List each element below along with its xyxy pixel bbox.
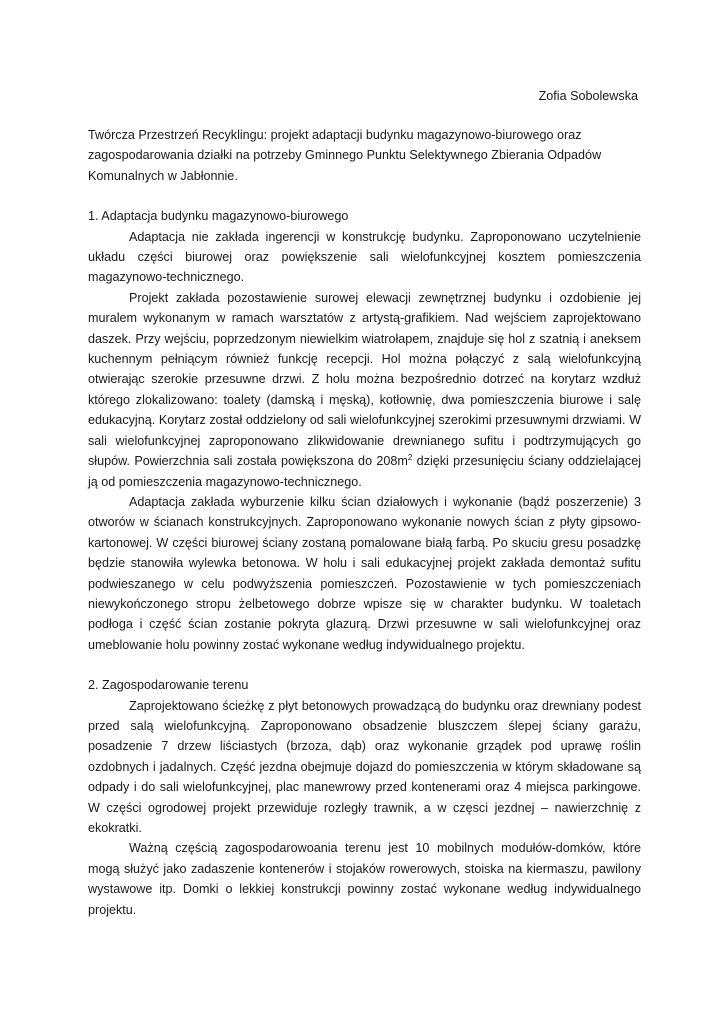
paragraph: [88, 288, 641, 492]
section-site-development: [88, 675, 641, 920]
paragraph: Adaptacja zakłada wyburzenie kilku ścian działowych i wykonanie (bądź poszerzenie) 3 otworów w ścianach konstrukcyjnych. Zaproponowano wykonanie nowych ścian z płyty gipsowo-kartonowej. W części biurowej ściany zostaną pomalowane białą farbą. Po skuciu gresu posadzkę będzie stanowiła wylewka betonowa. W holu i sali edukacyjnej projekt zakłada demontaż sufitu podwieszanego w celu podwyższenia pomieszczeń. Pozostawienie w tych pomieszczeniach niewykończonego stropu żelbetowego dobrze wpisze się w charakter budynku. W toaletach podłoga i część ścian zostanie pokryta glazurą. Drzwi przesuwne w sali wielofunkcyjnej oraz umeblowanie holu powinny zostać wykonane według indywidualnego projektu.: [88, 494, 641, 652]
paragraph: Adaptacja nie zakłada ingerencji w konstrukcję budynku. Zaproponowano uczytelnienie układu części biurowej oraz powiększenie sali wielofunkcyjnej kosztem pomieszczenia magazynowo-technicznego.: [88, 229, 641, 285]
author-name: Zofia Sobolewska: [538, 89, 638, 103]
section-heading: 2. Zagospodarowanie terenu: [88, 678, 249, 693]
paragraph-text: dzięki przesunięciu ściany oddzielającej ją od pomieszczenia magazynowo-technicznego.: [88, 454, 641, 489]
paragraph: Ważną częścią zagospodarowoania terenu jest 10 mobilnych modułów-domków, które mogą służyć jako zadaszenie kontenerów i stojaków rowerowych, stoiska na kiermaszu, pawilony wystawowe itp. Domki o lekkiej konstrukcji powinny zostać wykonane według indywidualnego projektu.: [88, 841, 641, 917]
superscript: 2: [407, 452, 413, 462]
section-building-adaptation: [88, 206, 641, 655]
paragraph: Zaprojektowano ścieżkę z płyt betonowych prowadzącą do budynku oraz drewniany podest przed salą wielofunkcyjną. Zaproponowano obsadzenie bluszczem ślepej ściany garażu, posadzenie 7 drzew liściastych (brzoza, dąb) oraz wykonanie grządek pod uprawę roślin ozdobnych i jadalnych. Część jezdna obejmuje dojazd do pomieszczenia w którym składowane są odpady i do sali wielofunkcyjnej, plac manewrowy przed kontenerami oraz 4 miejsca parkingowe. W części ogrodowej projekt przewiduje rozległy trawnik, a w częsci jezdnej – nawierzchnię z ekokratki.: [88, 698, 641, 835]
paragraph-text: Projekt zakłada pozostawienie surowej elewacji zewnętrznej budynku i ozdobienie jej muralem wykonanym w ramach warsztatów z artystą-grafikiem. Nad wejściem zaprojektowano daszek. Przy wejściu, poprzedzonym niewielkim wiatrołapem, znajduje się hol z szatnią i aneksem kuchennym pełniącym również funkcję recepcji. Hol można połączyć z salą wielofunkcyjną otwierając szerokie przesuwne drzwi. Z holu można bezpośrednio dotrzeć na korytarz wzdłuż którego zlokalizowano: toalety (damską i męską), kotłownię, dwa pomieszczenia biurowe i salę edukacyjną. Korytarz został oddzielony od sali wielofunkcyjnej szerokimi przesuwnymi drzwiami. W sali wielofunkcyjnej zaproponowano zlikwidowanie drewnianego sufitu i podtrzymujących go słupów. Powierzchnia sali została powiększona do 208m: [88, 290, 641, 469]
document-title: Twórcza Przestrzeń Recyklingu: projekt adaptacji budynku magazynowo-biurowego oraz zagospodarowania działki na potrzeby Gminnego Punktu Selektywnego Zbierania Odpadów Komunalnych w Jabłonnie.: [88, 128, 602, 183]
document-content: [88, 125, 641, 920]
section-heading: 1. Adaptacja budynku magazynowo-biurowego: [88, 209, 349, 224]
